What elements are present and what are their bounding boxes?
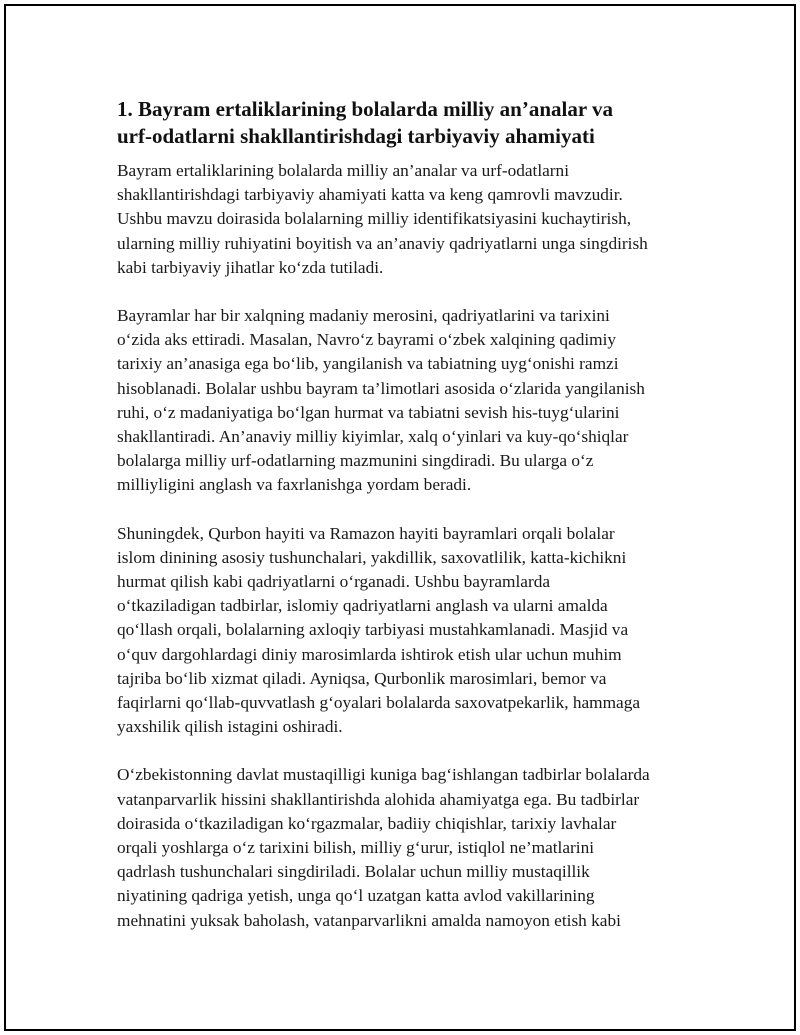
paragraph-4 (117, 763, 697, 932)
paragraph-3 (117, 522, 697, 740)
title-line: 1. Bayram ertaliklarining bolalarda milliy an’analar va (117, 97, 614, 121)
text-line: milliyligini anglash va faxrlanishga yordam beradi. (117, 475, 472, 495)
paragraph-2 (117, 304, 697, 498)
text-line: orqali yoshlarga o‘z tarixini bilish, milliy g‘urur, istiqlol ne’matlarini (117, 838, 595, 858)
text-line: mehnatini yuksak baholash, vatanparvarlikni amalda namoyon etish kabi (117, 910, 621, 930)
text-line: doirasida o‘tkaziladigan ko‘rgazmalar, badiiy chiqishlar, tarixiy lavhalar (117, 813, 617, 833)
text-line: hisoblanadi. Bolalar ushbu bayram ta’limotlari asosida o‘zlarida yangilanish (117, 378, 645, 398)
paragraph-1 (117, 159, 697, 280)
text-line: niyatining qadriga yetish, unga qo‘l uzatgan katta avlod vakillarining (117, 886, 595, 906)
text-line: kabi tarbiyaviy jihatlar ko‘zda tutiladi. (117, 257, 384, 277)
text-line: tarixiy an’anasiga ega bo‘lib, yangilanish va tabiatning uyg‘onishi ramzi (117, 354, 619, 374)
text-line: bolalarga milliy urf-odatlarning mazmunini singdiradi. Bu ularga o‘z (117, 451, 594, 471)
text-line: yaxshilik qilish istagini oshiradi. (117, 717, 343, 737)
text-line: shakllantiradi. An’anaviy milliy kiyimlar, xalq o‘yinlari va kuy-qo‘shiqlar (117, 427, 629, 447)
text-line: Ushbu mavzu doirasida bolalarning milliy identifikatsiyasini kuchaytirish, (117, 209, 632, 229)
text-line: o‘quv dargohlardagi diniy marosimlarda ishtirok etish ular uchun muhim (117, 644, 622, 664)
section-title (117, 96, 697, 150)
text-line: Shuningdek, Qurbon hayiti va Ramazon hayiti bayramlari orqali bolalar (117, 523, 615, 543)
text-line: Bayram ertaliklarining bolalarda milliy an’analar va urf-odatlarni (117, 161, 570, 180)
text-line: hurmat qilish kabi qadriyatlarni o‘rganadi. Ushbu bayramlarda (117, 572, 551, 592)
text-line: o‘zida aks ettiradi. Masalan, Navro‘z bayrami o‘zbek xalqining qadimiy (117, 330, 617, 350)
text-line: vatanparvarlik hissini shakllantirishda alohida ahamiyatga ega. Bu tadbirlar (117, 789, 640, 809)
title-line: urf-odatlarni shakllantirishdagi tarbiyaviy ahamiyati (117, 124, 595, 148)
text-line: qo‘llash orqali, bolalarning axloqiy tarbiyasi mustahkamlanadi. Masjid va (117, 620, 629, 640)
text-line: faqirlarni qo‘llab-quvvatlash g‘oyalari bolalarda saxovatpekarlik, hammaga (117, 693, 641, 713)
text-line: shakllantirishdagi tarbiyaviy ahamiyati katta va keng qamrovli mavzudir. (117, 185, 623, 205)
text-line: O‘zbekistonning davlat mustaqilligi kuniga bag‘ishlangan tadbirlar bolalarda (117, 765, 650, 785)
text-line: islom dinining asosiy tushunchalari, yakdillik, saxovatlilik, katta-kichikni (117, 547, 627, 567)
text-line: tajriba bo‘lib xizmat qiladi. Ayniqsa, Qurbonlik marosimlari, bemor va (117, 668, 607, 688)
text-line: qadrlash tushunchalari singdiriladi. Bolalar uchun milliy mustaqillik (117, 862, 590, 882)
text-line: ularning milliy ruhiyatini boyitish va an’anaviy qadriyatlarni unga singdirish (117, 233, 648, 253)
text-line: Bayramlar har bir xalqning madaniy merosini, qadriyatlarini va tarixini (117, 306, 610, 326)
document-body (117, 96, 697, 957)
text-line: ruhi, o‘z madaniyatiga bo‘lgan hurmat va tabiatni sevish his-tuyg‘ularini (117, 402, 620, 422)
text-line: o‘tkaziladigan tadbirlar, islomiy qadriyatlarni anglash va ularni amalda (117, 596, 608, 616)
